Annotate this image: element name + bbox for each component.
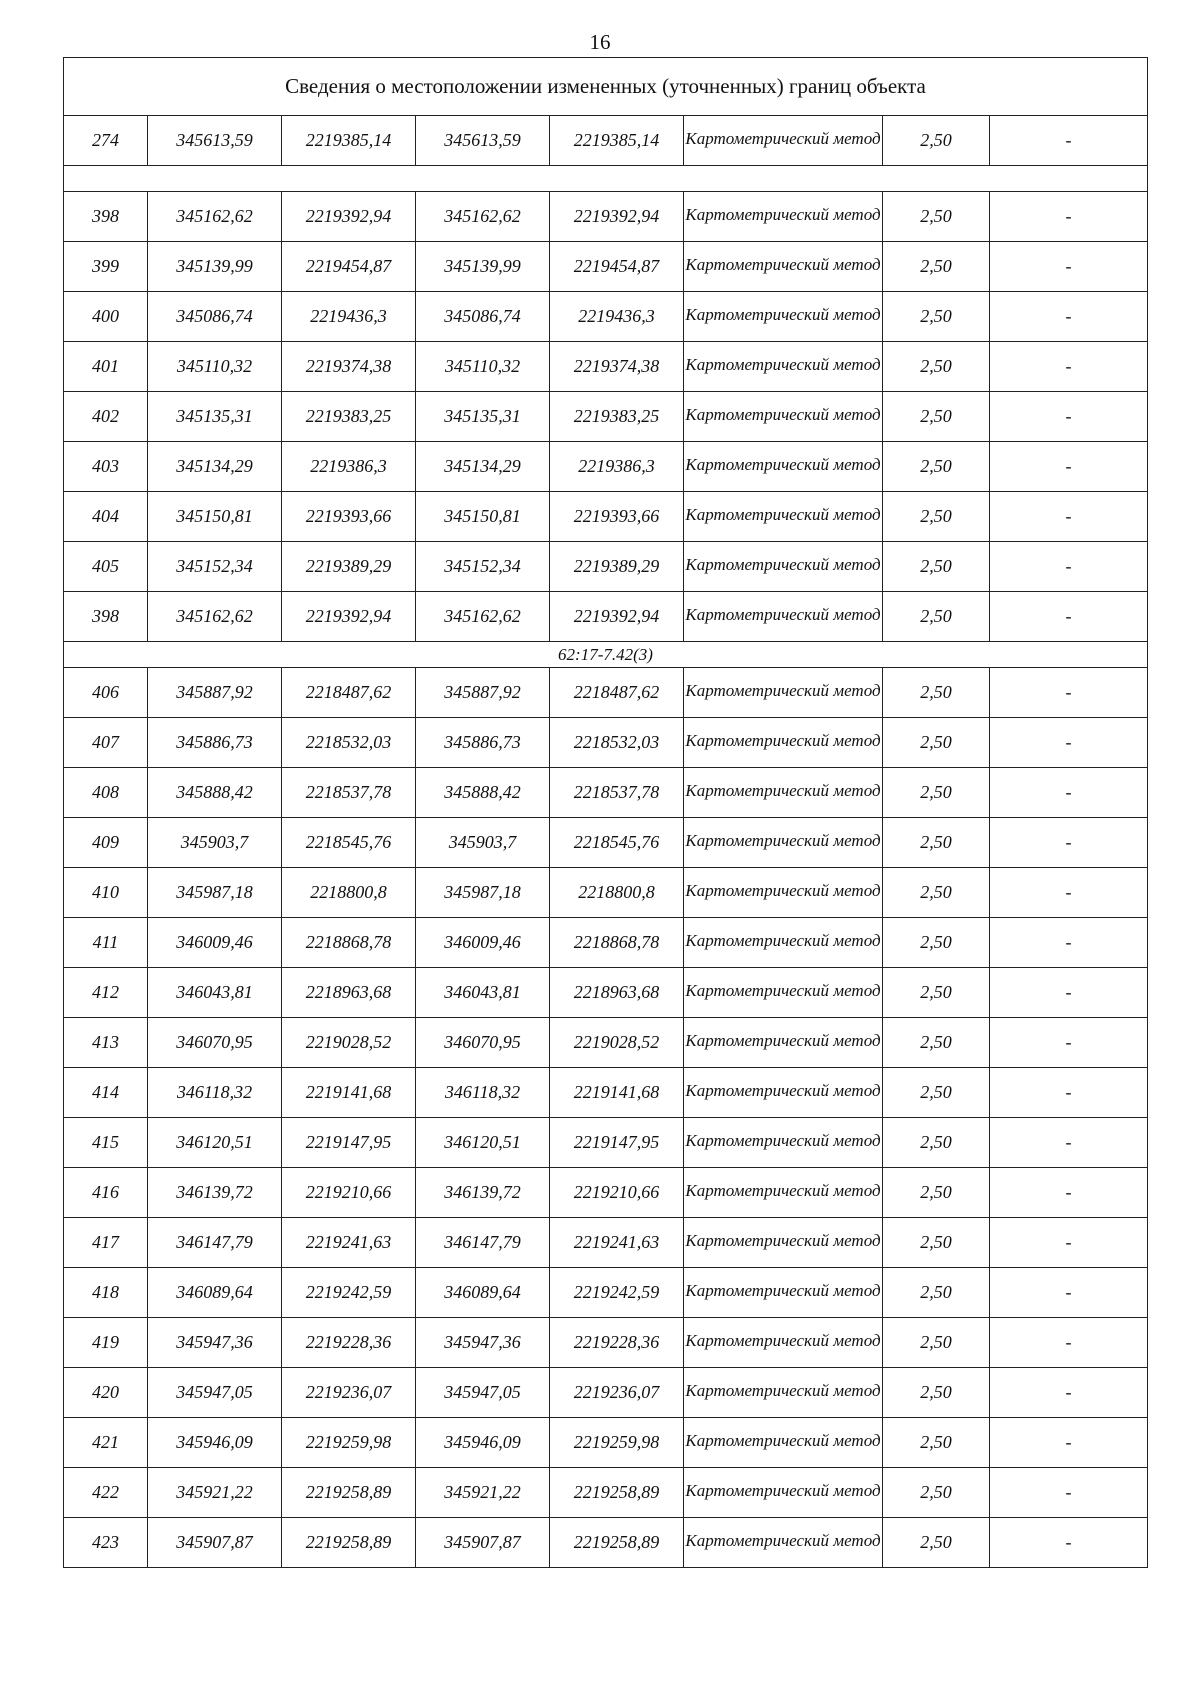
- cell-x-old: 345150,81: [148, 492, 282, 542]
- cell-method: [684, 1068, 883, 1118]
- cell-note: -: [990, 542, 1148, 592]
- cell-x-old: 346139,72: [148, 1168, 282, 1218]
- method-text: Картометрический метод: [685, 1530, 881, 1550]
- method-text: Картометрический метод: [685, 1030, 881, 1050]
- cell-note: -: [990, 768, 1148, 818]
- cell-y-old: 2219236,07: [282, 1368, 416, 1418]
- cell-x-new: 345135,31: [416, 392, 550, 442]
- table-row: [64, 1068, 1148, 1118]
- cell-accuracy: 2,50: [883, 292, 990, 342]
- cell-y-old: 2219259,98: [282, 1418, 416, 1468]
- cell-y-old: 2218532,03: [282, 718, 416, 768]
- cell-x-new: 345152,34: [416, 542, 550, 592]
- table-row: [64, 492, 1148, 542]
- cell-point-number: 405: [64, 542, 148, 592]
- cell-y-new: 2219436,3: [550, 292, 684, 342]
- cell-y-new: 2219392,94: [550, 592, 684, 642]
- cell-y-old: 2219228,36: [282, 1318, 416, 1368]
- cell-method: [684, 1218, 883, 1268]
- cell-accuracy: 2,50: [883, 1468, 990, 1518]
- cell-y-new: 2219385,14: [550, 116, 684, 166]
- cell-y-old: 2219385,14: [282, 116, 416, 166]
- cell-x-new: 346009,46: [416, 918, 550, 968]
- cell-note: -: [990, 1068, 1148, 1118]
- cell-method: [684, 292, 883, 342]
- cell-x-old: 345110,32: [148, 342, 282, 392]
- cell-point-number: 406: [64, 668, 148, 718]
- table-title-row: [64, 58, 1148, 116]
- cell-method: [684, 868, 883, 918]
- table-row: [64, 1368, 1148, 1418]
- table-row: [64, 442, 1148, 492]
- cell-y-new: 2218532,03: [550, 718, 684, 768]
- table-row: [64, 242, 1148, 292]
- cell-method: [684, 1418, 883, 1468]
- cell-x-old: 345947,05: [148, 1368, 282, 1418]
- cell-method: [684, 1168, 883, 1218]
- method-text: Картометрический метод: [685, 730, 881, 750]
- cell-x-new: 346118,32: [416, 1068, 550, 1118]
- cell-method: [684, 918, 883, 968]
- cell-x-old: 345987,18: [148, 868, 282, 918]
- cell-note: -: [990, 918, 1148, 968]
- method-text: Картометрический метод: [685, 454, 881, 474]
- cell-x-old: 345152,34: [148, 542, 282, 592]
- cell-method: [684, 1518, 883, 1568]
- cell-accuracy: 2,50: [883, 1168, 990, 1218]
- cell-note: -: [990, 1318, 1148, 1368]
- cell-accuracy: 2,50: [883, 768, 990, 818]
- cell-y-old: 2219383,25: [282, 392, 416, 442]
- cell-x-old: 345162,62: [148, 192, 282, 242]
- cell-note: -: [990, 592, 1148, 642]
- cell-accuracy: 2,50: [883, 1368, 990, 1418]
- cell-accuracy: 2,50: [883, 1118, 990, 1168]
- cell-x-old: 345903,7: [148, 818, 282, 868]
- cell-x-new: 345987,18: [416, 868, 550, 918]
- cell-method: [684, 1268, 883, 1318]
- cell-accuracy: 2,50: [883, 342, 990, 392]
- cell-y-old: 2219028,52: [282, 1018, 416, 1068]
- cell-note: -: [990, 1368, 1148, 1418]
- cell-y-old: 2218800,8: [282, 868, 416, 918]
- cell-x-new: 345886,73: [416, 718, 550, 768]
- cell-accuracy: 2,50: [883, 1418, 990, 1468]
- cell-x-new: 346120,51: [416, 1118, 550, 1168]
- cell-note: -: [990, 492, 1148, 542]
- cell-accuracy: 2,50: [883, 1018, 990, 1068]
- cell-y-old: 2219141,68: [282, 1068, 416, 1118]
- cell-x-old: 345907,87: [148, 1518, 282, 1568]
- cell-point-number: 420: [64, 1368, 148, 1418]
- cell-note: -: [990, 116, 1148, 166]
- table-row: [64, 392, 1148, 442]
- cell-y-old: 2219258,89: [282, 1468, 416, 1518]
- cell-y-new: 2218963,68: [550, 968, 684, 1018]
- cell-x-new: 346139,72: [416, 1168, 550, 1218]
- cell-y-old: 2218537,78: [282, 768, 416, 818]
- cell-y-old: 2219386,3: [282, 442, 416, 492]
- cell-point-number: 411: [64, 918, 148, 968]
- cell-note: -: [990, 1218, 1148, 1268]
- cell-y-old: 2219392,94: [282, 592, 416, 642]
- table-row: [64, 1318, 1148, 1368]
- cell-y-old: 2219436,3: [282, 292, 416, 342]
- cell-note: -: [990, 1268, 1148, 1318]
- cell-x-new: 345947,36: [416, 1318, 550, 1368]
- cell-accuracy: 2,50: [883, 192, 990, 242]
- cell-method: [684, 392, 883, 442]
- cell-method: [684, 242, 883, 292]
- cell-method: [684, 116, 883, 166]
- cell-accuracy: 2,50: [883, 1068, 990, 1118]
- cell-y-new: 2218487,62: [550, 668, 684, 718]
- cell-accuracy: 2,50: [883, 442, 990, 492]
- cell-x-new: 345907,87: [416, 1518, 550, 1568]
- cell-accuracy: 2,50: [883, 242, 990, 292]
- cell-point-number: 416: [64, 1168, 148, 1218]
- cell-y-old: 2218868,78: [282, 918, 416, 968]
- table-row: [64, 342, 1148, 392]
- cell-point-number: 398: [64, 192, 148, 242]
- table-row: [64, 192, 1148, 242]
- table-row: [64, 718, 1148, 768]
- cell-y-new: 2219383,25: [550, 392, 684, 442]
- cell-point-number: 409: [64, 818, 148, 868]
- cell-note: -: [990, 868, 1148, 918]
- cell-x-old: 346120,51: [148, 1118, 282, 1168]
- cell-point-number: 408: [64, 768, 148, 818]
- cell-method: [684, 818, 883, 868]
- cell-method: [684, 1018, 883, 1068]
- cell-point-number: 421: [64, 1418, 148, 1468]
- cell-point-number: 399: [64, 242, 148, 292]
- cell-y-new: 2219389,29: [550, 542, 684, 592]
- cell-x-new: 345134,29: [416, 442, 550, 492]
- cell-x-old: 346118,32: [148, 1068, 282, 1118]
- cell-y-old: 2219210,66: [282, 1168, 416, 1218]
- cell-method: [684, 1118, 883, 1168]
- cell-x-new: 345139,99: [416, 242, 550, 292]
- cell-accuracy: 2,50: [883, 968, 990, 1018]
- cell-point-number: 423: [64, 1518, 148, 1568]
- method-text: Картометрический метод: [685, 1280, 881, 1300]
- boundary-coordinates-table: [63, 57, 1148, 1568]
- cell-accuracy: 2,50: [883, 818, 990, 868]
- cell-y-new: 2218868,78: [550, 918, 684, 968]
- cell-note: -: [990, 392, 1148, 442]
- table-row: [64, 542, 1148, 592]
- cell-x-old: 346043,81: [148, 968, 282, 1018]
- cell-x-old: 345613,59: [148, 116, 282, 166]
- cell-note: -: [990, 292, 1148, 342]
- cell-x-old: 346089,64: [148, 1268, 282, 1318]
- table-row: [64, 868, 1148, 918]
- cell-y-old: 2219258,89: [282, 1518, 416, 1568]
- table-row: [64, 116, 1148, 166]
- cell-point-number: 418: [64, 1268, 148, 1318]
- method-text: Картометрический метод: [685, 830, 881, 850]
- cell-y-new: 2219386,3: [550, 442, 684, 492]
- cell-point-number: 417: [64, 1218, 148, 1268]
- cell-note: -: [990, 1518, 1148, 1568]
- cell-y-new: 2219392,94: [550, 192, 684, 242]
- cell-y-new: 2219258,89: [550, 1518, 684, 1568]
- cell-note: -: [990, 192, 1148, 242]
- cell-method: [684, 442, 883, 492]
- method-text: Картометрический метод: [685, 554, 881, 574]
- cell-point-number: 422: [64, 1468, 148, 1518]
- cell-x-new: 345947,05: [416, 1368, 550, 1418]
- cell-method: [684, 1318, 883, 1368]
- cell-x-new: 345921,22: [416, 1468, 550, 1518]
- page-number: 16: [589, 30, 611, 54]
- table-row: [64, 818, 1148, 868]
- cell-note: -: [990, 1118, 1148, 1168]
- cell-y-old: 2219374,38: [282, 342, 416, 392]
- cell-accuracy: 2,50: [883, 1268, 990, 1318]
- cell-x-new: 345903,7: [416, 818, 550, 868]
- cell-accuracy: 2,50: [883, 492, 990, 542]
- cell-y-old: 2219241,63: [282, 1218, 416, 1268]
- method-text: Картометрический метод: [685, 404, 881, 424]
- cell-y-old: 2219393,66: [282, 492, 416, 542]
- method-text: Картометрический метод: [685, 204, 881, 224]
- method-text: Картометрический метод: [685, 930, 881, 950]
- cell-y-new: 2219228,36: [550, 1318, 684, 1368]
- cell-note: -: [990, 242, 1148, 292]
- cell-y-new: 2219242,59: [550, 1268, 684, 1318]
- cell-method: [684, 542, 883, 592]
- cell-point-number: 400: [64, 292, 148, 342]
- table-row: [64, 668, 1148, 718]
- cell-y-new: 2219236,07: [550, 1368, 684, 1418]
- section-label: 62:17-7.42(3): [64, 642, 1148, 668]
- cell-point-number: 398: [64, 592, 148, 642]
- method-text: Картометрический метод: [685, 1480, 881, 1500]
- cell-y-new: 2219258,89: [550, 1468, 684, 1518]
- cell-point-number: 274: [64, 116, 148, 166]
- cell-note: -: [990, 1168, 1148, 1218]
- method-text: Картометрический метод: [685, 880, 881, 900]
- table-row: [64, 1418, 1148, 1468]
- cell-point-number: 413: [64, 1018, 148, 1068]
- method-text: Картометрический метод: [685, 1080, 881, 1100]
- cell-x-old: 345888,42: [148, 768, 282, 818]
- table-row: [64, 968, 1148, 1018]
- cell-y-old: 2219392,94: [282, 192, 416, 242]
- cell-x-new: 345086,74: [416, 292, 550, 342]
- cell-x-new: 345613,59: [416, 116, 550, 166]
- cell-y-new: 2219241,63: [550, 1218, 684, 1268]
- method-text: Картометрический метод: [685, 980, 881, 1000]
- cell-note: -: [990, 1418, 1148, 1468]
- cell-y-old: 2218963,68: [282, 968, 416, 1018]
- table-row: [64, 292, 1148, 342]
- cell-note: -: [990, 442, 1148, 492]
- cell-accuracy: 2,50: [883, 1218, 990, 1268]
- table-row: [64, 1018, 1148, 1068]
- cell-x-new: 346089,64: [416, 1268, 550, 1318]
- cell-y-new: 2219259,98: [550, 1418, 684, 1468]
- cell-point-number: 414: [64, 1068, 148, 1118]
- cell-point-number: 402: [64, 392, 148, 442]
- cell-x-new: 345162,62: [416, 192, 550, 242]
- method-text: Картометрический метод: [685, 780, 881, 800]
- cell-x-old: 345887,92: [148, 668, 282, 718]
- method-text: Картометрический метод: [685, 254, 881, 274]
- method-text: Картометрический метод: [685, 354, 881, 374]
- method-text: Картометрический метод: [685, 1230, 881, 1250]
- cell-x-new: 345150,81: [416, 492, 550, 542]
- cell-method: [684, 968, 883, 1018]
- cell-note: -: [990, 718, 1148, 768]
- cell-note: -: [990, 668, 1148, 718]
- cell-y-old: 2218545,76: [282, 818, 416, 868]
- cell-y-new: 2219374,38: [550, 342, 684, 392]
- cell-accuracy: 2,50: [883, 668, 990, 718]
- method-text: Картометрический метод: [685, 604, 881, 624]
- method-text: Картометрический метод: [685, 504, 881, 524]
- cell-method: [684, 592, 883, 642]
- cell-y-old: 2219147,95: [282, 1118, 416, 1168]
- separator-row: [64, 166, 1148, 192]
- cell-x-old: 345139,99: [148, 242, 282, 292]
- method-text: Картометрический метод: [685, 1430, 881, 1450]
- method-text: Картометрический метод: [685, 128, 881, 148]
- table-row: [64, 1518, 1148, 1568]
- cell-note: -: [990, 968, 1148, 1018]
- table-row: [64, 1118, 1148, 1168]
- cell-note: -: [990, 818, 1148, 868]
- cell-point-number: 401: [64, 342, 148, 392]
- cell-point-number: 404: [64, 492, 148, 542]
- cell-note: -: [990, 1018, 1148, 1068]
- cell-accuracy: 2,50: [883, 1318, 990, 1368]
- cell-method: [684, 718, 883, 768]
- cell-point-number: 403: [64, 442, 148, 492]
- cell-x-old: 345135,31: [148, 392, 282, 442]
- method-text: Картометрический метод: [685, 680, 881, 700]
- cell-point-number: 415: [64, 1118, 148, 1168]
- cell-x-old: 345134,29: [148, 442, 282, 492]
- method-text: Картометрический метод: [685, 304, 881, 324]
- method-text: Картометрический метод: [685, 1180, 881, 1200]
- cell-x-old: 345947,36: [148, 1318, 282, 1368]
- cell-accuracy: 2,50: [883, 918, 990, 968]
- table-row: [64, 1168, 1148, 1218]
- method-text: Картометрический метод: [685, 1330, 881, 1350]
- cell-y-new: 2219147,95: [550, 1118, 684, 1168]
- table-row: [64, 918, 1148, 968]
- cell-method: [684, 492, 883, 542]
- cell-method: [684, 1368, 883, 1418]
- cell-x-new: 345162,62: [416, 592, 550, 642]
- cell-x-old: 345946,09: [148, 1418, 282, 1468]
- cell-point-number: 410: [64, 868, 148, 918]
- table-row: [64, 1218, 1148, 1268]
- section-row: [64, 642, 1148, 668]
- cell-note: -: [990, 1468, 1148, 1518]
- cell-method: [684, 1468, 883, 1518]
- cell-x-new: 346043,81: [416, 968, 550, 1018]
- cell-accuracy: 2,50: [883, 116, 990, 166]
- cell-x-old: 345162,62: [148, 592, 282, 642]
- cell-x-old: 345086,74: [148, 292, 282, 342]
- table-row: [64, 1268, 1148, 1318]
- table-row: [64, 592, 1148, 642]
- cell-x-old: 346009,46: [148, 918, 282, 968]
- cell-y-new: 2219141,68: [550, 1068, 684, 1118]
- cell-x-old: 346070,95: [148, 1018, 282, 1068]
- cell-accuracy: 2,50: [883, 592, 990, 642]
- cell-y-new: 2218545,76: [550, 818, 684, 868]
- cell-point-number: 419: [64, 1318, 148, 1368]
- cell-accuracy: 2,50: [883, 868, 990, 918]
- cell-accuracy: 2,50: [883, 1518, 990, 1568]
- cell-y-old: 2219454,87: [282, 242, 416, 292]
- cell-point-number: 407: [64, 718, 148, 768]
- cell-y-new: 2218537,78: [550, 768, 684, 818]
- cell-x-new: 345887,92: [416, 668, 550, 718]
- cell-x-new: 345888,42: [416, 768, 550, 818]
- cell-x-new: 346070,95: [416, 1018, 550, 1068]
- cell-y-new: 2218800,8: [550, 868, 684, 918]
- cell-y-new: 2219028,52: [550, 1018, 684, 1068]
- table-row: [64, 768, 1148, 818]
- method-text: Картометрический метод: [685, 1130, 881, 1150]
- table-title: Сведения о местоположении измененных (уточненных) границ объекта: [64, 58, 1148, 116]
- cell-method: [684, 768, 883, 818]
- table-row: [64, 1468, 1148, 1518]
- cell-accuracy: 2,50: [883, 392, 990, 442]
- cell-x-new: 345946,09: [416, 1418, 550, 1468]
- cell-y-new: 2219454,87: [550, 242, 684, 292]
- cell-accuracy: 2,50: [883, 718, 990, 768]
- cell-y-old: 2218487,62: [282, 668, 416, 718]
- cell-y-new: 2219210,66: [550, 1168, 684, 1218]
- cell-note: -: [990, 342, 1148, 392]
- cell-x-new: 345110,32: [416, 342, 550, 392]
- cell-x-old: 345886,73: [148, 718, 282, 768]
- cell-x-old: 345921,22: [148, 1468, 282, 1518]
- cell-y-old: 2219389,29: [282, 542, 416, 592]
- cell-method: [684, 192, 883, 242]
- method-text: Картометрический метод: [685, 1380, 881, 1400]
- cell-x-old: 346147,79: [148, 1218, 282, 1268]
- cell-y-new: 2219393,66: [550, 492, 684, 542]
- cell-x-new: 346147,79: [416, 1218, 550, 1268]
- cell-point-number: 412: [64, 968, 148, 1018]
- cell-method: [684, 668, 883, 718]
- cell-method: [684, 342, 883, 392]
- cell-accuracy: 2,50: [883, 542, 990, 592]
- cell-y-old: 2219242,59: [282, 1268, 416, 1318]
